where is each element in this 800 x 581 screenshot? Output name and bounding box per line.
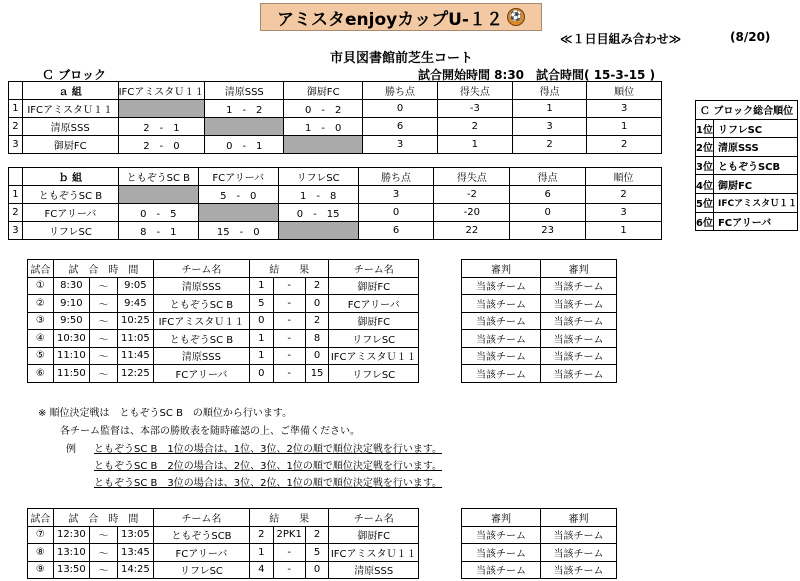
rank-team: 清原SSS [713, 138, 797, 157]
note-example-1: ともぞうSC B 1位の場合は、1位、3位、2位の順で順位決定戦を行います。 [94, 444, 443, 455]
away-team: IFCアミスタＵ１１ [329, 347, 419, 365]
away-team: 清原SSS [329, 561, 419, 579]
col-header: チーム名 [329, 509, 419, 527]
col-header: ともぞうSC B [118, 168, 198, 186]
table-row [9, 222, 662, 240]
rank-team: FCアリーバ [713, 212, 797, 231]
table-row [28, 295, 419, 313]
away-team: 御厨FC [329, 526, 419, 544]
away-team: リフレSC [329, 365, 419, 383]
self-cell [284, 136, 363, 154]
referee-1: 当該チーム [462, 544, 541, 562]
score-separator: - [273, 330, 305, 348]
team-name: IFCアミスタＵ１１ [22, 100, 118, 118]
start-time: 9:50 [53, 312, 89, 330]
time-separator: 〜 [89, 561, 117, 579]
rank: 3 [586, 204, 662, 222]
start-time: 13:50 [53, 561, 89, 579]
self-cell [278, 222, 358, 240]
table-row [462, 277, 617, 295]
schedule-table-2 [27, 508, 419, 579]
home-score: 1 [249, 347, 273, 365]
col-header: 結 果 [249, 260, 328, 278]
table-row [462, 526, 617, 544]
start-time: 11:50 [53, 365, 89, 383]
end-time: 12:25 [117, 365, 153, 383]
rank-team: ともぞうSCB [713, 156, 797, 175]
note-line-1: ※ 順位決定戦は ともぞうSC B の順位から行います。 [38, 408, 293, 419]
time-separator: 〜 [89, 312, 117, 330]
rank-team: 御厨FC [713, 175, 797, 194]
goals: 2 [512, 136, 587, 154]
away-score: 2 [305, 277, 329, 295]
goal-diff: -20 [434, 204, 510, 222]
away-score: 2 [305, 526, 329, 544]
table-row [462, 365, 617, 383]
time-separator: 〜 [89, 526, 117, 544]
schedule-table-1 [27, 259, 419, 383]
goals: 0 [510, 204, 586, 222]
goal-diff: -3 [437, 100, 512, 118]
col-header: FCアリーバ [198, 168, 278, 186]
referee-1: 当該チーム [462, 561, 541, 579]
away-score: 8 [305, 330, 329, 348]
ranking-row [696, 138, 798, 157]
col-header: 勝ち点 [358, 168, 434, 186]
away-team: FCアリーバ [329, 295, 419, 313]
score-cell: 5 - 0 [198, 186, 278, 204]
col-header: 得失点 [437, 82, 512, 100]
score-separator: - [273, 365, 305, 383]
group-name: ａ 組 [22, 82, 118, 100]
score-cell: 0 - 1 [205, 136, 284, 154]
time-separator: 〜 [89, 347, 117, 365]
points: 6 [358, 222, 434, 240]
col-header: チーム名 [329, 260, 419, 278]
match-number: ③ [28, 312, 54, 330]
points: 0 [358, 204, 434, 222]
referee-2: 当該チーム [541, 561, 617, 579]
home-score: 4 [249, 561, 273, 579]
col-header: 得点 [512, 82, 587, 100]
col-header: 審判 [541, 509, 617, 527]
home-team: FCアリーバ [153, 544, 249, 562]
col-header: 試 合 時 間 [53, 509, 153, 527]
home-team: リフレSC [153, 561, 249, 579]
table-row [28, 526, 419, 544]
referee-1: 当該チーム [462, 312, 541, 330]
ranking-row [696, 156, 798, 175]
team-name: 清原SSS [22, 118, 118, 136]
score-cell: 0 - 2 [284, 100, 363, 118]
end-time: 13:05 [117, 526, 153, 544]
rank-label: 3位 [696, 156, 714, 175]
away-team: リフレSC [329, 330, 419, 348]
goals: 1 [512, 100, 587, 118]
tournament-title [260, 3, 542, 31]
away-score: 0 [305, 561, 329, 579]
home-team: FCアリーバ [153, 365, 249, 383]
match-number: ⑧ [28, 544, 54, 562]
group-b-table [8, 167, 662, 240]
points: 6 [363, 118, 438, 136]
col-header: 順位 [586, 168, 662, 186]
col-header: 得失点 [434, 168, 510, 186]
rank-team: リフレSC [713, 119, 797, 138]
table-row [462, 330, 617, 348]
self-cell [205, 118, 284, 136]
rank-label: 1位 [696, 119, 714, 138]
col-header: 試合 [28, 509, 54, 527]
note-line-2: 各チーム監督は、本部の勝敗表を随時確認の上、ご準備ください。 [60, 426, 360, 437]
title-text: アミスタenjoyカップU-１２ [277, 9, 503, 30]
end-time: 9:05 [117, 277, 153, 295]
match-number: ② [28, 295, 54, 313]
table-row [462, 312, 617, 330]
table-row [9, 204, 662, 222]
table-row [28, 312, 419, 330]
referee-2: 当該チーム [541, 312, 617, 330]
col-header: チーム名 [153, 260, 249, 278]
self-cell [118, 100, 205, 118]
team-name: FCアリーバ [22, 204, 118, 222]
referee-table-1 [461, 259, 617, 383]
rank-team: IFCアミスタＵ１１ [713, 193, 797, 212]
col-header: 順位 [587, 82, 662, 100]
referee-2: 当該チーム [541, 526, 617, 544]
rank: 1 [586, 222, 662, 240]
note-example-2: ともぞうSC B 2位の場合は、2位、3位、1位の順で順位決定戦を行います。 [94, 461, 443, 472]
referee-2: 当該チーム [541, 295, 617, 313]
row-no: 1 [9, 100, 23, 118]
col-header: 清原SSS [205, 82, 284, 100]
away-score: 2 [305, 312, 329, 330]
away-score: 0 [305, 347, 329, 365]
home-team: 清原SSS [153, 277, 249, 295]
home-score: 1 [249, 544, 273, 562]
row-no: 1 [9, 186, 23, 204]
referee-2: 当該チーム [541, 544, 617, 562]
home-score: 1 [249, 330, 273, 348]
row-no: 2 [9, 118, 23, 136]
group-b-header [9, 168, 662, 186]
time-separator: 〜 [89, 544, 117, 562]
start-time: 8:30 [53, 277, 89, 295]
end-time: 14:25 [117, 561, 153, 579]
home-team: ともぞうSCB [153, 526, 249, 544]
table-row [28, 561, 419, 579]
group-a-table [8, 81, 662, 154]
soccer-ball-icon: ⚽ [507, 8, 525, 26]
col-header: 試合 [28, 260, 54, 278]
time-separator: 〜 [89, 330, 117, 348]
score-cell: 1 - 0 [284, 118, 363, 136]
score-separator: 2PK1 [273, 526, 305, 544]
away-team: IFCアミスタＵ１１ [329, 544, 419, 562]
score-separator: - [273, 312, 305, 330]
col-header: 御厨FC [284, 82, 363, 100]
referee-header [462, 509, 617, 527]
note-example-3: ともぞうSC B 3位の場合は、3位、2位、1位の順で順位決定戦を行います。 [94, 478, 443, 489]
note-example-label: 例 [66, 444, 76, 455]
group-a-header [9, 82, 662, 100]
points: 0 [363, 100, 438, 118]
table-row [28, 365, 419, 383]
table-row [462, 561, 617, 579]
score-separator: - [273, 295, 305, 313]
score-cell: 1 - 8 [278, 186, 358, 204]
score-cell: 15 - 0 [198, 222, 278, 240]
score-cell: 0 - 5 [118, 204, 198, 222]
self-cell [198, 204, 278, 222]
home-team: 清原SSS [153, 347, 249, 365]
row-no: 3 [9, 222, 23, 240]
end-time: 10:25 [117, 312, 153, 330]
table-row [9, 186, 662, 204]
col-header: 審判 [462, 260, 541, 278]
referee-1: 当該チーム [462, 365, 541, 383]
venue-name: 市貝図書館前芝生コート [330, 51, 474, 66]
home-score: 1 [249, 277, 273, 295]
table-row [462, 295, 617, 313]
match-number: ⑥ [28, 365, 54, 383]
block-ranking-table [695, 100, 798, 231]
goal-diff: -2 [434, 186, 510, 204]
referee-header [462, 260, 617, 278]
score-cell: 8 - 1 [118, 222, 198, 240]
end-time: 9:45 [117, 295, 153, 313]
match-number: ① [28, 277, 54, 295]
table-row [9, 136, 662, 154]
match-number: ④ [28, 330, 54, 348]
goal-diff: 22 [434, 222, 510, 240]
end-time: 11:05 [117, 330, 153, 348]
self-cell [118, 186, 198, 204]
end-time: 13:45 [117, 544, 153, 562]
time-separator: 〜 [89, 295, 117, 313]
rank: 2 [587, 136, 662, 154]
team-name: ともぞうSC B [22, 186, 118, 204]
block-label: Ｃ ブロック [42, 68, 106, 82]
start-time: 12:30 [53, 526, 89, 544]
home-team: ともぞうSC B [153, 295, 249, 313]
referee-2: 当該チーム [541, 365, 617, 383]
score-cell: 0 - 15 [278, 204, 358, 222]
start-time: 9:10 [53, 295, 89, 313]
time-separator: 〜 [89, 365, 117, 383]
rank-label: 6位 [696, 212, 714, 231]
referee-2: 当該チーム [541, 330, 617, 348]
away-team: 御厨FC [329, 312, 419, 330]
home-score: 0 [249, 312, 273, 330]
rank-label: 5位 [696, 193, 714, 212]
referee-2: 当該チーム [541, 347, 617, 365]
start-time: 11:10 [53, 347, 89, 365]
away-score: 5 [305, 544, 329, 562]
match-number: ⑤ [28, 347, 54, 365]
goals: 23 [510, 222, 586, 240]
goals: 6 [510, 186, 586, 204]
start-time: 10:30 [53, 330, 89, 348]
referee-1: 当該チーム [462, 347, 541, 365]
table-row [28, 544, 419, 562]
table-row [462, 347, 617, 365]
referee-table-2 [461, 508, 617, 579]
schedule-header [28, 260, 419, 278]
away-score: 0 [305, 295, 329, 313]
col-header: リフレSC [278, 168, 358, 186]
referee-1: 当該チーム [462, 277, 541, 295]
start-time: 13:10 [53, 544, 89, 562]
match-number: ⑨ [28, 561, 54, 579]
rank: 3 [587, 100, 662, 118]
group-name: ｂ 組 [22, 168, 118, 186]
col-header: IFCアミスタＵ１１ [118, 82, 205, 100]
away-team: 御厨FC [329, 277, 419, 295]
referee-1: 当該チーム [462, 526, 541, 544]
ranking-row [696, 175, 798, 194]
home-team: ともぞうSC B [153, 330, 249, 348]
home-team: IFCアミスタＵ１１ [153, 312, 249, 330]
table-row [9, 118, 662, 136]
day-subtitle: ≪１日目組み合わせ≫ [560, 32, 682, 46]
goals: 3 [512, 118, 587, 136]
score-separator: - [273, 347, 305, 365]
referee-1: 当該チーム [462, 295, 541, 313]
team-name: 御厨FC [22, 136, 118, 154]
referee-2: 当該チーム [541, 277, 617, 295]
score-cell: 2 - 1 [118, 118, 205, 136]
schedule-header [28, 509, 419, 527]
col-header: 得点 [510, 168, 586, 186]
time-separator: 〜 [89, 277, 117, 295]
rank: 1 [587, 118, 662, 136]
score-separator: - [273, 544, 305, 562]
end-time: 11:45 [117, 347, 153, 365]
row-no: 2 [9, 204, 23, 222]
table-row [28, 330, 419, 348]
ranking-row [696, 119, 798, 138]
score-separator: - [273, 277, 305, 295]
score-cell: 1 - 2 [205, 100, 284, 118]
col-header: 結 果 [249, 509, 328, 527]
match-info: 試合開始時間 8:30 試合時間( 15-3-15 ) [418, 68, 656, 82]
home-score: 2 [249, 526, 273, 544]
referee-1: 当該チーム [462, 330, 541, 348]
score-separator: - [273, 561, 305, 579]
home-score: 5 [249, 295, 273, 313]
team-name: リフレSC [22, 222, 118, 240]
goal-diff: 1 [437, 136, 512, 154]
col-header: 勝ち点 [363, 82, 438, 100]
ranking-title: Ｃ ブロック総合順位 [696, 101, 798, 120]
table-row [28, 347, 419, 365]
goal-diff: 2 [437, 118, 512, 136]
points: 3 [358, 186, 434, 204]
row-no: 3 [9, 136, 23, 154]
rank-label: 2位 [696, 138, 714, 157]
col-header: 審判 [541, 260, 617, 278]
table-row [28, 277, 419, 295]
col-header: 審判 [462, 509, 541, 527]
score-cell: 2 - 0 [118, 136, 205, 154]
home-score: 0 [249, 365, 273, 383]
table-row [9, 100, 662, 118]
event-date: (8/20) [730, 30, 771, 44]
rank: 2 [586, 186, 662, 204]
match-number: ⑦ [28, 526, 54, 544]
col-header: チーム名 [153, 509, 249, 527]
col-header: 試 合 時 間 [53, 260, 153, 278]
points: 3 [363, 136, 438, 154]
rank-label: 4位 [696, 175, 714, 194]
ranking-row [696, 193, 798, 212]
ranking-row [696, 212, 798, 231]
table-row [462, 544, 617, 562]
away-score: 15 [305, 365, 329, 383]
